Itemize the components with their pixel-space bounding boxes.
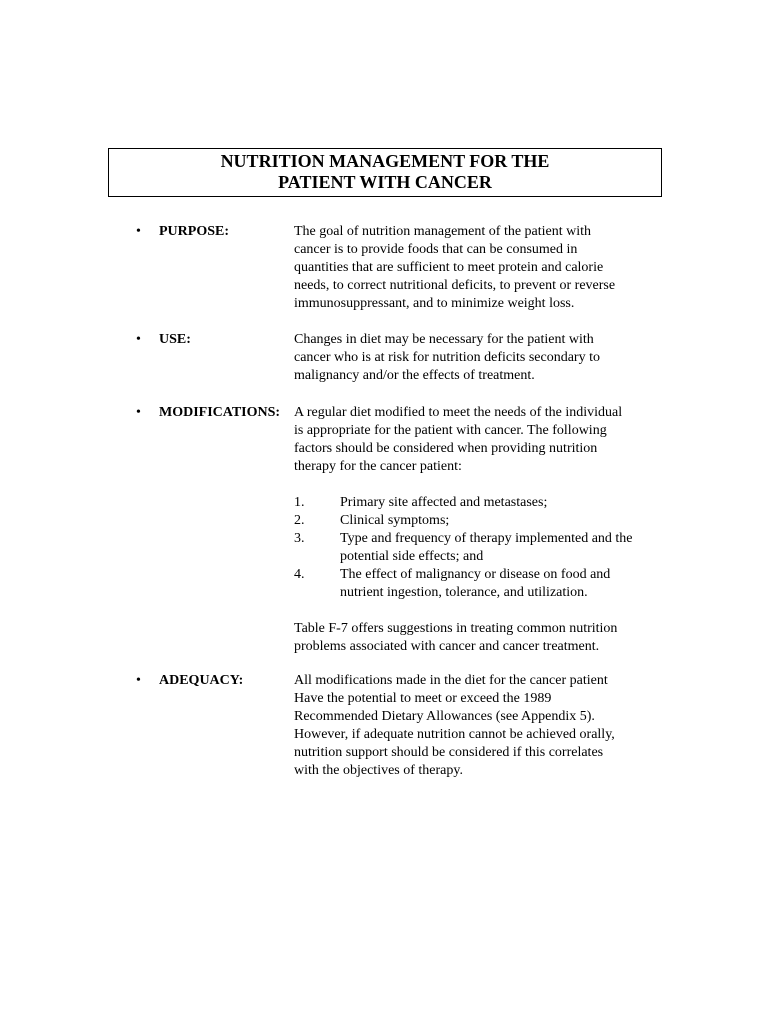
text-line: Changes in diet may be necessary for the patient with bbox=[294, 332, 594, 347]
text-line: needs, to correct nutritional deficits, to prevent or reverse bbox=[294, 278, 616, 293]
list-item-number: 2. bbox=[294, 513, 305, 528]
text-line: immunosuppressant, and to minimize weight loss. bbox=[294, 296, 575, 311]
list-item bbox=[294, 494, 674, 512]
list-item bbox=[294, 566, 674, 602]
document-title-line-2: PATIENT WITH CANCER bbox=[278, 172, 492, 192]
list-item-number: 3. bbox=[294, 531, 305, 546]
document-title-line-1: NUTRITION MANAGEMENT FOR THE bbox=[220, 151, 550, 171]
body-purpose bbox=[294, 223, 674, 313]
text-line: Recommended Dietary Allowances (see Appendix 5). bbox=[294, 709, 595, 724]
bullet-use: • bbox=[136, 332, 141, 347]
list-item-text: Clinical symptoms; bbox=[340, 513, 450, 528]
label-modifications: MODIFICATIONS: bbox=[159, 405, 281, 420]
list-item bbox=[294, 530, 674, 566]
list-item-number: 1. bbox=[294, 495, 305, 510]
body-modifications bbox=[294, 404, 674, 656]
list-item bbox=[294, 512, 674, 530]
text-line: factors should be considered when providing nutrition bbox=[294, 441, 598, 456]
label-adequacy: ADEQUACY: bbox=[159, 673, 244, 688]
text-line: malignancy and/or the effects of treatment. bbox=[294, 368, 535, 383]
table-reference-paragraph bbox=[294, 620, 674, 656]
text-line: is appropriate for the patient with cancer. The following bbox=[294, 423, 607, 438]
text-line: All modifications made in the diet for the cancer patient bbox=[294, 673, 608, 688]
text-line: A regular diet modified to meet the needs of the individual bbox=[294, 405, 623, 420]
bullet-adequacy: • bbox=[136, 673, 141, 688]
body-use bbox=[294, 331, 674, 385]
text-line: Table F-7 offers suggestions in treating common nutrition bbox=[294, 621, 618, 636]
bullet-modifications: • bbox=[136, 405, 141, 420]
list-item-text: The effect of malignancy or disease on food and bbox=[340, 567, 611, 582]
label-purpose: PURPOSE: bbox=[159, 224, 229, 239]
body-adequacy bbox=[294, 672, 674, 780]
text-line: cancer is to provide foods that can be consumed in bbox=[294, 242, 578, 257]
text-line: Have the potential to meet or exceed the 1989 bbox=[294, 691, 552, 706]
bullet-purpose: • bbox=[136, 224, 141, 239]
numbered-list bbox=[294, 494, 674, 602]
text-line: quantities that are sufficient to meet protein and calorie bbox=[294, 260, 604, 275]
list-item-text: potential side effects; and bbox=[340, 549, 484, 564]
list-item-text: Primary site affected and metastases; bbox=[340, 495, 548, 510]
text-line: therapy for the cancer patient: bbox=[294, 459, 462, 474]
text-line: nutrition support should be considered if this correlates bbox=[294, 745, 604, 760]
list-item-number: 4. bbox=[294, 567, 305, 582]
label-use: USE: bbox=[159, 332, 191, 347]
text-line: problems associated with cancer and cancer treatment. bbox=[294, 639, 600, 654]
list-item-text: nutrient ingestion, tolerance, and utilization. bbox=[340, 585, 588, 600]
text-line: However, if adequate nutrition cannot be achieved orally, bbox=[294, 727, 615, 742]
document-title-box bbox=[108, 148, 662, 197]
list-item-text: Type and frequency of therapy implemented and the bbox=[340, 531, 633, 546]
text-line: with the objectives of therapy. bbox=[294, 763, 463, 778]
text-line: The goal of nutrition management of the patient with bbox=[294, 224, 592, 239]
text-line: cancer who is at risk for nutrition deficits secondary to bbox=[294, 350, 600, 365]
